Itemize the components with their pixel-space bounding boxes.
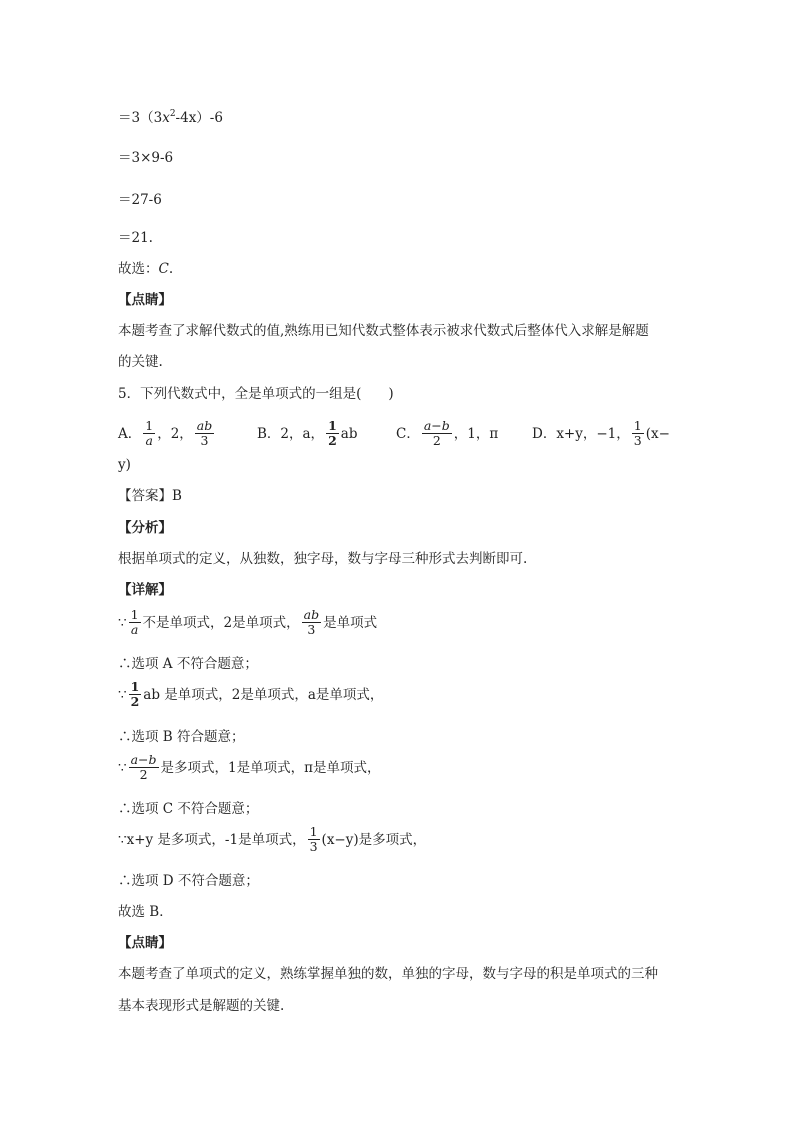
calc-step-1: $=3(3x^2-4x)-6$: [118, 109, 223, 126]
fraction: $\frac{1}{2}$: [130, 679, 140, 709]
note-text-2b: 基本表现形式是解题的关键.: [118, 998, 285, 1014]
fraction: $\frac{a-b}{2}$: [423, 418, 450, 448]
calc-step-2: ＝3×9-6: [118, 150, 174, 166]
fraction: $\frac{1}{a}$: [130, 607, 139, 637]
choose-line-prev: 故选：C.: [118, 261, 174, 277]
calc-step-3: ＝27-6: [118, 192, 162, 208]
detail-conclusion-4: ∴选项 D 不符合题意；: [118, 873, 259, 889]
detail-step-2: ∵ $\frac{1}{2}$ ab 是单项式，2是单项式，a是单项式，: [118, 679, 384, 709]
option-d: D．x+y，−1， $\frac{1}{3}$ (x−: [532, 418, 670, 448]
fraction: $\frac{ab}{3}$: [196, 418, 213, 448]
fraction: $\frac{1}{a}$: [145, 418, 154, 448]
fraction: $\frac{1}{2}$: [328, 418, 337, 448]
question-stem: 5．下列代数式中，全是单项式的一组是( ): [118, 386, 394, 402]
calc-step-4: ＝21.: [118, 230, 153, 246]
option-b: B．2，a， $\frac{1}{2}$ ab: [257, 418, 358, 448]
fraction: $\frac{ab}{3}$: [303, 607, 320, 637]
option-d-wrap: y): [118, 457, 131, 473]
detail-step-1: ∵ $\frac{1}{a}$ 不是单项式，2是单项式， $\frac{ab}{3}$ 是单项式: [118, 607, 378, 637]
analysis-text: 根据单项式的定义，从独数，独字母，数与字母三种形式去判断即可.: [118, 551, 528, 567]
detail-conclusion-1: ∴选项 A 不符合题意；: [118, 656, 258, 672]
note-text-2a: 本题考查了单项式的定义，熟练掌握单独的数，单独的字母，数与字母的积是单项式的三种: [118, 966, 658, 982]
analysis-heading: 【分析】: [118, 520, 172, 536]
note-text-1a: 本题考查了求解代数式的值,熟练用已知代数式整体表示被求代数式后整体代入求解是解题: [118, 323, 649, 339]
note-text-1b: 的关键.: [118, 354, 163, 370]
option-c: C． $\frac{a-b}{2}$ ，1，π: [396, 418, 499, 448]
option-a: A． $\frac{1}{a}$ ，2， $\frac{ab}{3}$: [118, 418, 213, 448]
detail-step-3: ∵ $\frac{a-b}{2}$ 是多项式，1是单项式，π是单项式，: [118, 752, 381, 782]
note-heading-1: 【点睛】: [118, 292, 172, 308]
detail-conclusion-2: ∴选项 B 符合题意；: [118, 729, 245, 745]
options-row: [118, 410, 698, 450]
answer-line: 【答案】B: [118, 488, 182, 504]
fraction: $\frac{1}{3}$: [309, 824, 318, 854]
note-heading-2: 【点睛】: [118, 935, 172, 951]
detail-step-4: ∵x+y 是多项式，-1是单项式， $\frac{1}{3}$ (x−y)是多项式，: [118, 824, 427, 854]
fraction: $\frac{1}{3}$: [633, 418, 642, 448]
detail-conclusion-3: ∴选项 C 不符合题意；: [118, 801, 259, 817]
detail-choose: 故选 B．: [118, 904, 173, 920]
detail-heading: 【详解】: [118, 582, 172, 598]
fraction: $\frac{a-b}{2}$: [130, 752, 157, 782]
